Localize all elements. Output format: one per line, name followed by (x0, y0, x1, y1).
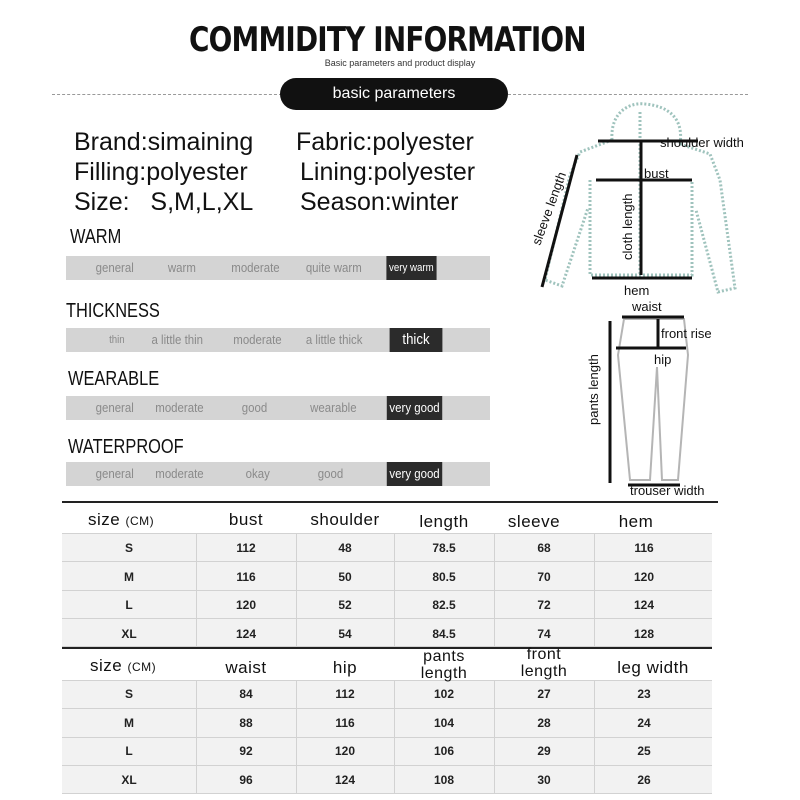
table-cell: 120 (235, 598, 257, 612)
column-header: length (419, 512, 469, 531)
table-size-cell: L (125, 744, 133, 758)
param-lining: Lining:polyester (300, 158, 476, 186)
pants-diagram (580, 295, 770, 500)
rating-option: warm (167, 260, 196, 275)
rating-bar-warm (66, 256, 490, 280)
table-cell: 30 (537, 772, 551, 787)
rating-bar-waterproof (66, 462, 490, 486)
waist-label: waist (632, 299, 662, 314)
jacket-size-header (88, 510, 154, 530)
table-size-cell: M (124, 715, 134, 730)
cloth-length-label: cloth length (620, 193, 635, 260)
grid-line (62, 533, 712, 534)
table-cell: 124 (235, 626, 257, 641)
param-season: Season:winter (300, 188, 459, 216)
hip-label: hip (654, 352, 672, 367)
table-cell: 124 (334, 772, 356, 787)
table-cell: 124 (633, 598, 655, 612)
rating-label-warm: WARM (70, 226, 122, 248)
column-header: leg width (617, 658, 689, 677)
rating-option: general (95, 400, 134, 415)
rating-option-selected: very good (387, 462, 443, 486)
bust-label: bust (644, 166, 669, 181)
rating-label-waterproof: WATERPROOF (68, 436, 184, 458)
table-cell: 88 (239, 715, 253, 730)
grid-line (62, 680, 712, 681)
table-cell: 50 (338, 569, 352, 584)
table-size-cell: S (124, 541, 133, 555)
table-cell: 68 (537, 541, 551, 555)
table-cell: 116 (236, 569, 256, 584)
grid-line (62, 618, 712, 619)
rating-label-wearable: WEARABLE (68, 368, 160, 390)
page-subtitle: Basic parameters and product display (324, 58, 476, 68)
pants-outline (618, 319, 688, 480)
table-cell: 27 (537, 687, 551, 701)
table-size-cell: XL (121, 626, 137, 641)
size-label: size (88, 510, 121, 529)
grid-line (62, 765, 712, 766)
rating-option: a little thin (151, 332, 204, 347)
rating-option-selected: thick (390, 328, 443, 352)
table-cell: 74 (537, 626, 551, 641)
rating-bar-wearable (66, 396, 490, 420)
param-fabric: Fabric:polyester (296, 128, 474, 156)
table-cell: 116 (335, 715, 355, 730)
rating-option: thin (109, 334, 125, 346)
table-cell: 72 (537, 598, 551, 612)
unit-label: (CM) (127, 660, 157, 674)
table-cell: 48 (338, 541, 352, 555)
column-header: bust (228, 510, 264, 529)
rating-option: good (241, 400, 268, 415)
rating-option-selected: very good (387, 396, 443, 420)
table-cell: 28 (537, 715, 551, 730)
table-cell: 104 (433, 715, 455, 730)
rating-option-selected: very warm (386, 256, 436, 280)
trouser-width-label: trouser width (630, 483, 705, 498)
rating-bar-thickness (66, 328, 490, 352)
pants-length-label: pants length (586, 354, 601, 425)
grid-line (62, 590, 712, 591)
front-rise-label: front rise (661, 326, 712, 341)
unit-label: (CM) (125, 514, 155, 528)
table-size-cell: XL (121, 772, 137, 787)
table-cell: 80.5 (432, 569, 456, 584)
table-cell: 26 (637, 772, 651, 787)
table-cell: 25 (637, 744, 651, 758)
rating-option: general (95, 466, 134, 481)
grid-line (62, 561, 712, 562)
rating-option: moderate (233, 332, 282, 347)
rating-option: quite warm (305, 260, 362, 275)
section-pill: basic parameters (280, 78, 508, 110)
column-header: hem (618, 512, 654, 531)
table-cell: 52 (338, 598, 352, 612)
table-size-cell: L (125, 598, 133, 612)
rating-option: a little thick (305, 332, 363, 347)
param-filling: Filling:polyester (74, 158, 248, 186)
column-header: sleeve (507, 512, 561, 531)
dashed-divider-right (508, 94, 748, 95)
dashed-divider-left (52, 94, 282, 95)
table-cell: 54 (338, 626, 352, 641)
rating-option: moderate (155, 466, 204, 481)
column-header: pants length (420, 648, 468, 682)
column-header: hip (332, 658, 358, 677)
table-cell: 128 (633, 626, 655, 641)
rating-option: moderate (155, 400, 204, 415)
table-cell: 106 (433, 744, 455, 758)
table-cell: 70 (537, 569, 551, 584)
size-label: size (90, 656, 123, 675)
table-cell: 116 (634, 541, 654, 555)
table-cell: 23 (637, 687, 651, 701)
jacket-diagram (520, 100, 780, 300)
column-header: waist (225, 658, 267, 677)
page-title: COMMIDITY INFORMATION (189, 20, 586, 60)
param-brand: Brand:simaining (74, 128, 254, 156)
rating-option: good (317, 466, 344, 481)
rating-option: moderate (231, 260, 280, 275)
table-cell: 96 (239, 772, 253, 787)
table-cell: 120 (633, 569, 655, 584)
column-header: shoulder (310, 510, 380, 529)
table-cell: 24 (637, 715, 651, 730)
table-top-rule (62, 501, 718, 503)
table-cell: 82.5 (432, 598, 456, 612)
table-cell: 108 (433, 772, 455, 787)
table-cell: 29 (537, 744, 551, 758)
table-cell: 112 (335, 687, 355, 701)
hem-label: hem (624, 283, 650, 298)
pants-size-header (90, 656, 156, 676)
table-cell: 102 (433, 687, 455, 701)
rating-option: wearable (310, 400, 357, 415)
table-cell: 92 (239, 744, 253, 758)
table-cell: 84 (239, 687, 253, 701)
rating-option: general (95, 260, 134, 275)
param-size: Size: S,M,L,XL (74, 188, 254, 216)
column-header: front length (520, 646, 568, 680)
grid-line (62, 793, 712, 794)
table-cell: 78.5 (432, 541, 456, 555)
table-cell: 120 (334, 744, 356, 758)
rating-option: okay (245, 466, 270, 481)
table-middle-rule (62, 647, 712, 649)
grid-line (62, 737, 712, 738)
grid-line (62, 708, 712, 709)
table-cell: 84.5 (432, 626, 456, 641)
sleeve-length-label: sleeve length (528, 169, 570, 248)
shoulder-width-label: shoulder width (660, 135, 744, 150)
rating-label-thickness: THICKNESS (66, 300, 160, 322)
table-size-cell: S (124, 687, 133, 701)
table-size-cell: M (124, 569, 134, 584)
table-cell: 112 (236, 541, 256, 555)
